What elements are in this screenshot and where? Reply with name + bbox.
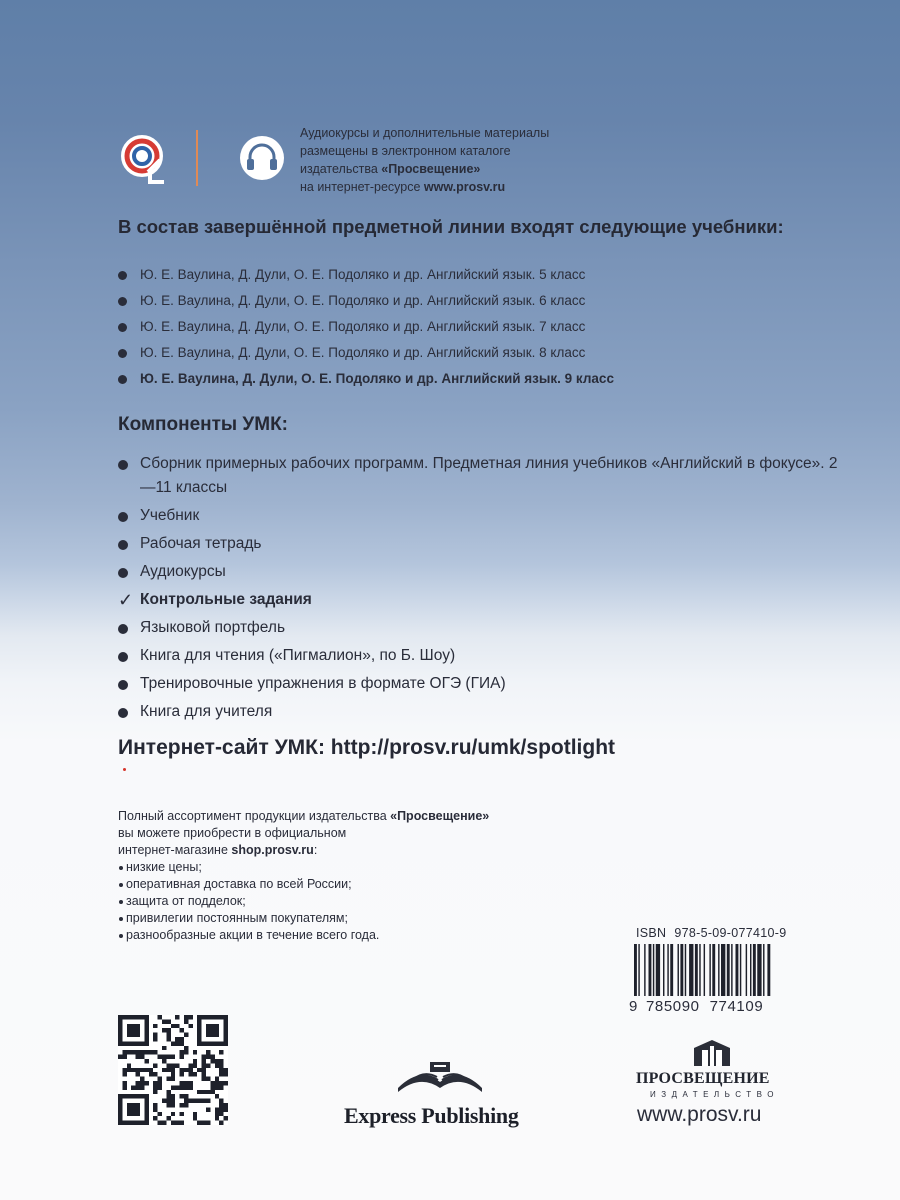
bullet-icon [118,708,128,718]
store-note-text: Полный ассортимент продукции издательства [118,809,391,823]
isbn-value: 978-5-09-077410-9 [674,926,787,940]
store-benefits-list [118,859,588,944]
qr-code-icon[interactable] [118,1015,228,1125]
component-item-checked [118,588,838,612]
component-label: Книга для чтения («Пигмалион», по Б. Шоу) [140,647,456,664]
store-note [118,808,588,859]
store-note-line [118,808,588,825]
audio-note-line [300,160,620,178]
prosveshchenie-logo-icon [690,1038,734,1068]
benefit-item: оперативная доставка по всей России; [118,876,588,893]
e-catalog-logo-icon [118,132,170,184]
barcode-icon [634,944,806,996]
bullet-icon [118,271,127,280]
benefit-item: низкие цены; [118,859,588,876]
isbn-line [636,926,787,940]
textbook-item [118,344,838,370]
barcode-digits [629,998,763,1015]
textbook-item-current [118,370,838,396]
textbook-title: Ю. Е. Ваулина, Д. Дули, О. Е. Подоляко и др. Английский язык. 7 класс [140,319,586,334]
component-label: Аудиокурсы [140,563,226,580]
textbook-item [118,266,838,292]
umk-components-heading: Компоненты УМК: [118,414,288,435]
divider-line [196,130,198,186]
benefit-item: привилегии постоянным покупателям; [118,910,588,927]
subject-line-heading: В состав завершённой предметной линии входят следующие учебники: [118,216,784,237]
textbook-title: Ю. Е. Ваулина, Д. Дули, О. Е. Подоляко и др. Английский язык. 8 класс [140,345,586,360]
component-item [118,616,838,640]
bullet-icon [118,540,128,550]
shop-url[interactable]: shop.prosv.ru [231,843,314,857]
bullet-icon [118,512,128,522]
component-item [118,560,838,584]
publisher-url-bold: www.prosv.ru [423,180,506,194]
component-label: Языковой портфель [140,619,286,636]
prosveshchenie-url[interactable]: www.prosv.ru [637,1103,762,1126]
barcode-digit-group: 9 [629,998,638,1015]
audio-note-line: размещены в электронном каталоге [300,144,511,158]
umk-website-link[interactable]: Интернет-сайт УМК: http://prosv.ru/umk/spotlight [118,736,616,759]
isbn-label: ISBN [636,926,667,940]
textbook-item [118,292,838,318]
textbook-title: Ю. Е. Ваулина, Д. Дули, О. Е. Подоляко и др. Английский язык. 6 класс [140,293,586,308]
component-item [118,452,838,500]
component-label: Тренировочные упражнения в формате ОГЭ (ГИА) [140,675,506,692]
audio-note-line: Аудиокурсы и дополнительные материалы [300,126,550,140]
publisher-name-bold: «Просвещение» [390,809,490,823]
express-publishing-book-icon [390,1058,490,1098]
bullet-icon [118,323,127,332]
component-item [118,700,838,724]
express-publishing-name: Express Publishing [344,1103,519,1128]
component-label: Книга для учителя [140,703,273,720]
audio-materials-note [300,124,620,196]
store-note-line: вы можете приобрести в официальном [118,826,347,840]
publisher-name-bold: «Просвещение» [381,162,481,176]
bullet-icon [118,624,128,634]
textbook-list [118,266,838,396]
print-speck [123,768,126,771]
benefit-item: защита от подделок; [118,893,588,910]
bullet-icon [118,460,128,470]
component-item [118,644,838,668]
bullet-icon [118,652,128,662]
component-item [118,504,838,528]
audio-note-line [300,178,620,196]
bullet-icon [118,349,127,358]
component-label: Контрольные задания [140,591,312,608]
store-note-text: : [313,843,318,857]
textbook-title: Ю. Е. Ваулина, Д. Дули, О. Е. Подоляко и др. Английский язык. 5 класс [140,267,586,282]
audio-note-text: издательства [300,162,382,176]
bullet-icon [118,680,128,690]
component-item [118,532,838,556]
check-icon: ✓ [118,590,134,610]
headphones-icon [238,135,286,181]
barcode-digit-group: 774109 [709,998,764,1015]
bullet-icon [118,297,127,306]
prosveshchenie-name: ПРОСВЕЩЕНИЕ [636,1070,770,1087]
umk-components-list [118,452,838,728]
barcode-digit-group: 785090 [645,998,700,1015]
store-note-line [118,842,588,859]
bullet-icon [118,375,127,384]
prosveshchenie-subtitle: ИЗДАТЕЛЬСТВО [650,1090,779,1099]
component-label: Сборник примерных рабочих программ. Предметная линия учебников «Английский в фокусе». 2—11 классы [140,455,838,496]
textbook-item [118,318,838,344]
audio-note-text: на интернет-ресурсе [300,180,424,194]
textbook-title: Ю. Е. Ваулина, Д. Дули, О. Е. Подоляко и др. Английский язык. 9 класс [140,371,614,386]
component-item [118,672,838,696]
bullet-icon [118,568,128,578]
component-label: Рабочая тетрадь [140,535,262,552]
benefit-item: разнообразные акции в течение всего года. [118,927,588,944]
store-note-text: интернет-магазине [118,843,232,857]
component-label: Учебник [140,507,200,524]
